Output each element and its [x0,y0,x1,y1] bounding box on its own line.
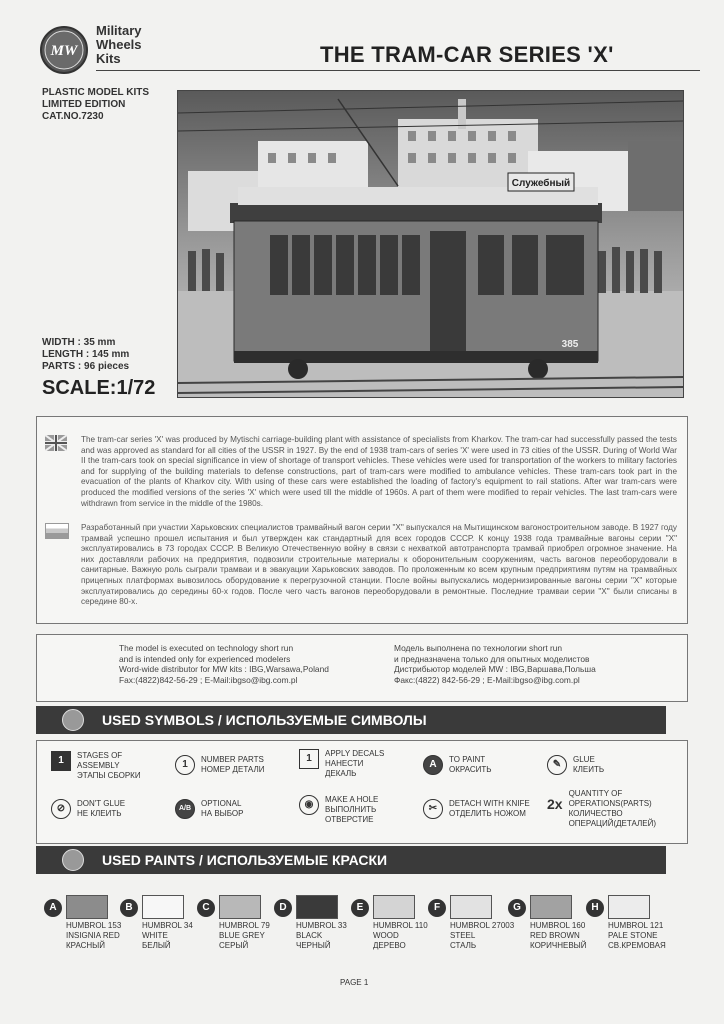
glue-icon: ✎ [547,755,567,775]
symbol-label: TO PAINT [449,755,486,764]
symbol-label: ВЫПОЛНИТЬ [325,805,377,814]
quantity-icon: 2x [547,796,563,812]
brand-logo [40,26,88,74]
paint-swatch [296,895,338,919]
symbol-label: ДЕКАЛЬ [325,769,357,778]
paint-name-en: INSIGNIA RED [66,931,120,940]
paint-swatch [66,895,108,919]
symbol-label: QUANTITY OF [568,789,623,798]
symbol-dont-glue [51,799,125,819]
tram-route-sign: Служебный [511,178,571,189]
tram-number: 385 [561,339,579,350]
paint-name-ru: КОРИЧНЕВЫЙ [530,941,587,950]
description-english: The tram-car series 'X' was produced by Mytischi carriage-building plant with assistance of specialists from Kharkov. The tram-car had successfully passed the tests and was approved as standard for all cities of the USSR in 1927. By the end of 1938 tram-cars of series 'X' were used in 73 cities of the USSR. During of World War II the tram-cars took on special significance in view of shortage of transport vehicles. These vehicles were used for transportation of the workers to military factories and for supplying of the building materials to defense constructions, part of tram-cars were modified to ambulance vehicles. These tram-cars took part in the evacuation of the plants of Kharkov city. With using of these cars were established the loading of factory's equipment to rail stations. After war tram-cars were produced the modified versions of the series 'X' which were used till the middle of 1960s. A part of them were modified to repair vehicles. The last tram-cars were withdrawn from service in the middle of the 1980s. [81,435,677,508]
paint-swatch [219,895,261,919]
info-line: Модель выполнена по технологии short run [394,643,563,653]
paint-letter: B [120,899,138,917]
symbol-label: ОКРАСИТЬ [449,765,492,774]
paint-swatch [530,895,572,919]
symbol-quantity [547,789,656,829]
symbol-label: OPTIONAL [201,799,242,808]
symbol-label: КЛЕИТЬ [573,765,605,774]
paint-name-ru: ДЕРЕВО [373,941,406,950]
paint-name-en: PALE STONE [608,931,658,940]
symbol-label: ОПЕРАЦИЙ(ДЕТАЛЕЙ) [568,819,656,828]
symbol-label: ЭТАПЫ СБОРКИ [77,771,141,780]
symbol-glue [547,755,604,775]
info-line: and is intended only for experienced modelers [119,653,291,664]
header-divider [96,70,700,71]
paint-code: HUMBROL 121 [608,921,664,930]
paint-swatch [373,895,415,919]
kit-meta [42,87,149,123]
info-line: и предназначена только для опытных моделистов [394,653,590,664]
info-english [119,643,329,685]
meta-line: LIMITED EDITION [42,99,126,110]
paint-letter: E [351,899,369,917]
info-line: Факс:(4822) 842-56-29 ; E-Mail:ibgso@ibg.com.pl [394,674,580,685]
info-line: Дистрибьютор моделей MW : IBG,Варшава,Польша [394,664,596,675]
symbol-label: ASSEMBLY [77,761,120,770]
symbol-label: КОЛИЧЕСТВО [568,809,623,818]
paint-letter: G [508,899,526,917]
paint-name-ru: СТАЛЬ [450,941,477,950]
paint-swatch [608,895,650,919]
symbol-detach-knife [423,799,530,819]
symbol-label: GLUE [573,755,595,764]
paint-name-ru: БЕЛЫЙ [142,941,171,950]
symbol-label: ОТВЕРСТИЕ [325,815,374,824]
no-glue-icon: ⊘ [51,799,71,819]
knife-icon: ✂ [423,799,443,819]
symbol-label: MAKE A HOLE [325,795,379,804]
info-line: Fax:(4822)842-56-29 ; E-Mail:ibgso@ibg.com.pl [119,674,298,685]
used-symbols-heading: USED SYMBOLS / ИСПОЛЬЗУЕМЫЕ СИМВОЛЫ [102,712,427,728]
symbol-label: НОМЕР ДЕТАЛИ [201,765,265,774]
symbol-label: APPLY DECALS [325,749,385,758]
page-number: PAGE 1 [340,978,369,987]
paint-name-ru: ЧЕРНЫЙ [296,941,331,950]
paint-name-en: RED BROWN [530,931,580,940]
paint-name-en: BLACK [296,931,323,940]
brand-line: Kits [96,51,121,66]
paint-name-en: WOOD [373,931,399,940]
meta-line: PLASTIC MODEL KITS [42,87,150,98]
description-russian: Разработанный при участии Харьковских специалистов трамвайный вагон серии "Х" выпускался на Мытищинском вагоностроительном заводе. В 1927 году трамвай успешно прошел испытания и был утвержден как стандартный для всех городов СССР. К концу 1938 года трамвайные вагоны серии "Х" эксплуатировались в 73 городах СССР. В Великую Отечественную войну в связи с нехваткой автотранспорта трамвай приобрел огромное значение. На них доставляли рабочих на предприятия, подвозили строительные материалы к оборонительным сооружениям, часть вагонов переоборудовали в санитарные. Важную роль сыграли трамваи и в эвакуации Харьковских заводов. По проложенным ко всем крупным предприятиям путям на трамвайных прицепных платформах вывозилось оборудование к перегрузочной станции. После войны выпускались модернизированные вагоны серии "Х" которые эксплуатировались до середины 60-х годов. После чего часть вагонов переоборудовали в ремонтные. Последние трамваи серии "Х" были списаны в середине 80-х. [81,523,677,607]
paint-swatch [450,895,492,919]
paint-code: HUMBROL 27003 [450,921,515,930]
symbols-legend [36,740,688,844]
history-description [36,416,688,624]
paint-name-en: BLUE GREY [219,931,265,940]
paint-letter: A [44,899,62,917]
optional-icon: A/B [175,799,195,819]
kit-specs [42,337,129,373]
symbol-label: ОТДЕЛИТЬ НОЖОМ [449,809,526,818]
used-paints-heading: USED PAINTS / ИСПОЛЬЗУЕМЫЕ КРАСКИ [102,852,388,868]
stage-number-icon: 1 [51,751,71,771]
spec-width: WIDTH : 35 mm [42,337,116,348]
paint-name-ru: КРАСНЫЙ [66,941,106,950]
symbol-label: НА ВЫБОР [201,809,244,818]
decal-icon: 1 [299,749,319,769]
part-number-icon: 1 [175,755,195,775]
box-art-illustration [177,90,684,398]
symbol-label: DON'T GLUE [77,799,126,808]
paint-code: HUMBROL 34 [142,921,193,930]
paint-letter: F [428,899,446,917]
page-title: THE TRAM-CAR SERIES 'X' [320,42,614,67]
paint-icon: A [423,755,443,775]
paint-code: HUMBROL 160 [530,921,586,930]
symbol-optional [175,799,243,819]
paint-letter: H [586,899,604,917]
brand-line: Military [96,23,142,38]
symbol-label: OPERATIONS(PARTS) [568,799,652,808]
distributor-info [36,634,688,702]
paint-code: HUMBROL 33 [296,921,347,930]
paint-name-ru: СВ.КРЕМОВАЯ [608,941,666,950]
symbol-label: НАНЕСТИ [325,759,364,768]
tram-scene [178,91,683,397]
used-symbols-heading-band [36,706,666,734]
info-line: Word-wide distributor for MW kits : IBG,Warsawa,Poland [119,664,329,675]
symbol-label: NUMBER PARTS [201,755,264,764]
info-russian [394,643,596,685]
symbol-number-parts [175,755,264,775]
russia-flag-icon [45,523,69,539]
spec-length: LENGTH : 145 mm [42,349,130,360]
uk-flag-icon [45,435,67,451]
catalog-number: CAT.NO.7230 [42,111,104,122]
symbol-paint [423,755,492,775]
used-paints-heading-band [36,846,666,874]
paint-code: HUMBROL 110 [373,921,428,930]
brand-line: Wheels [96,37,142,52]
symbol-stages [51,751,141,781]
symbol-make-hole [299,795,378,825]
symbol-label: DETACH WITH KNIFE [449,799,530,808]
drill-hole-icon: ◉ [299,795,319,815]
section-emblem-icon [62,849,84,871]
section-emblem-icon [62,709,84,731]
brand-name [96,24,142,66]
symbol-label: НЕ КЛЕИТЬ [77,809,122,818]
kit-scale: SCALE:1/72 [42,377,156,399]
paint-swatch [142,895,184,919]
logo-letters: MW [50,43,78,59]
symbol-label: STAGES OF [77,751,123,760]
paint-code: HUMBROL 79 [219,921,270,930]
symbol-decals [299,749,384,779]
paint-name-ru: СЕРЫЙ [219,941,249,950]
info-line: The model is executed on technology short run [119,643,294,653]
logo-emblem-icon [42,28,86,72]
paint-name-en: STEEL [450,931,476,940]
paint-letter: C [197,899,215,917]
paint-letter: D [274,899,292,917]
spec-parts: PARTS : 96 pieces [42,361,130,372]
paint-code: HUMBROL 153 [66,921,122,930]
paint-name-en: WHITE [142,931,168,940]
